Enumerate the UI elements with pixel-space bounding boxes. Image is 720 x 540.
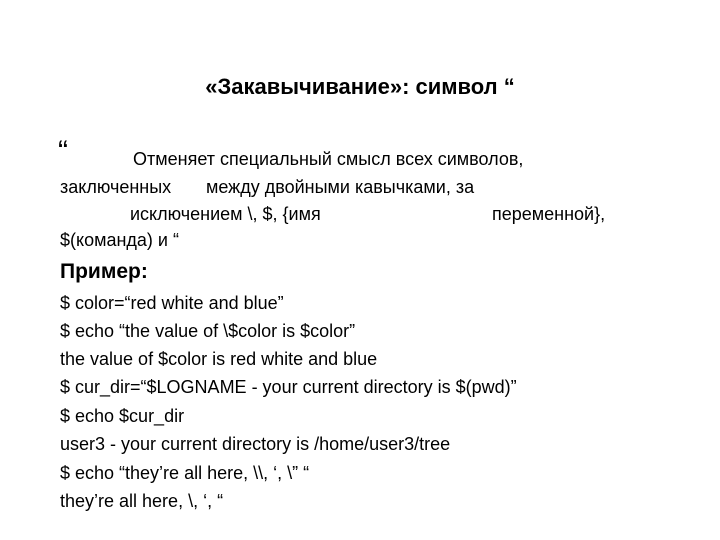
quote-bullet-mark: “ <box>58 135 68 168</box>
example-line: $ color=“red white and blue” <box>60 293 284 313</box>
example-line: $ echo “they’re all here, \\, ‘, \” “ <box>60 463 310 483</box>
description-line-2-end: между двойными кавычками, за <box>206 177 475 197</box>
example-heading: Пример: <box>60 260 148 283</box>
description-line-3-start: исключением \, $, {имя <box>130 204 321 224</box>
description-line-4: $(команда) и “ <box>60 230 179 250</box>
example-line: user3 - your current directory is /home/user3/tree <box>60 434 451 454</box>
example-line: $ echo $cur_dir <box>60 406 185 426</box>
example-line: $ cur_dir=“$LOGNAME - your current directory is $(pwd)” <box>60 377 517 397</box>
slide-title: «Закавычивание»: символ “ <box>205 74 515 99</box>
description-line-1: Отменяет специальный смысл всех символов, <box>133 149 524 169</box>
example-line: the value of $color is red white and blue <box>60 349 378 369</box>
example-line: they’re all here, \, ‘, “ <box>60 491 224 511</box>
description-line-2-start: заключенных <box>60 177 172 197</box>
example-line: $ echo “the value of \$color is $color” <box>60 321 356 341</box>
description-line-3-end: переменной}, <box>492 204 606 224</box>
